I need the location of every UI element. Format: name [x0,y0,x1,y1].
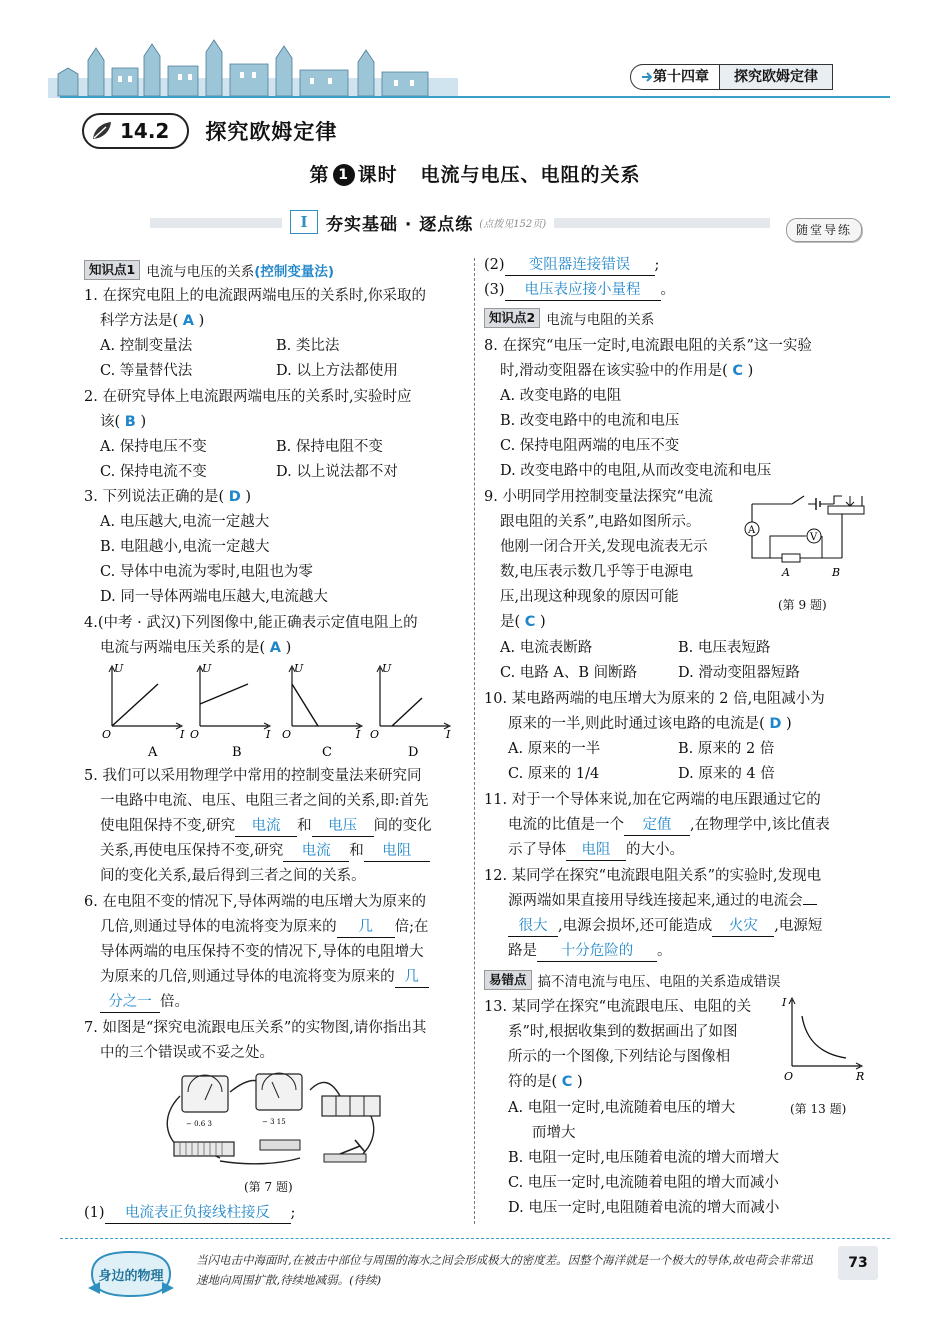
q8-answer: C [732,363,744,379]
q12-stem-1: 12. 某同学在探究“电流跟电阻关系”的实验时,发现电 [484,868,822,884]
q7-blank-3: 电压表应接小量程 [505,280,661,301]
q6-blank-1: 几 [337,917,395,938]
q13-option-b: B. 电阻一定时,电压随着电流的增大而增大 [508,1150,779,1166]
q5-stem-2: 一电路中电流、电压、电阻三者之间的关系,即:首先 [100,793,429,809]
q13-stem-3: 所示的一个图像,下列结论与图像相 [508,1049,731,1065]
q4-graph-c [282,662,362,760]
q4-a-o: O [102,728,112,741]
q4-a-u: U [114,662,124,675]
kp1-note: (控制变量法) [254,264,335,280]
q3-stem: 3. 下列说法正确的是( D ) [84,489,252,505]
lesson-topic: 电流与电压、电阻的关系 [420,164,641,186]
q6-stem-3: 导体两端的电压保持不变的情况下,导体的电阻增大 [100,944,424,960]
q2-option-d: D. 以上说法都不对 [276,464,398,480]
q4-label-d: D [408,745,419,760]
q4-label-b: B [232,745,242,760]
q3-answer: D [228,489,241,505]
q6-stem-2: 几倍,则通过导体的电流将变为原来的 几 倍;在 [100,917,429,938]
q10-stem-2: 原来的一半,则此时通过该电路的电流是( D ) [508,716,792,732]
q5-blank-2: 电压 [312,816,374,837]
header-rule [60,96,890,98]
q13-stem-2: 系”时,根据收集到的数据画出了如图 [508,1024,738,1040]
q4-stem: 4.(中考 · 武汉)下列图像中,能正确表示定值电阻上的 [84,615,418,631]
q13-origin: O [784,1070,794,1083]
q8-option-c: C. 保持电阻两端的电压不变 [500,438,680,454]
lesson-title [0,160,950,187]
q5-blank-4: 电阻 [364,841,430,862]
lesson-number: 1 [333,164,355,186]
q1-stem-2: 科学方法是( A ) [100,313,205,329]
q10-option-b: B. 原来的 2 倍 [678,741,775,757]
q4-b-i: I [266,728,271,741]
q12-stem-3: 很大 ,电源会损坏,还可能造成 火灾 ,电源短 [508,916,822,937]
q12-blank-1: 很大 [508,916,558,937]
q7-voltmeter-terminals: − 3 15 [262,1118,286,1126]
q9-circuit-figure [742,486,870,582]
q1-stem: 1. 在探究电阻上的电流跟两端电压的关系时,你采取的 [84,288,427,304]
q9-option-b: B. 电压表短路 [678,640,771,656]
q9-caption: (第 9 题) [778,598,827,612]
q7-answer-2: (2) 变阻器连接错误 ; [484,255,659,276]
q11-blank-2: 电阻 [566,840,626,861]
band-title: 夯实基础 · 逐点练 [326,214,474,235]
q4-b-u: U [202,662,212,675]
q4-graph-b [190,662,271,760]
q7-ammeter-terminals: − 0.6 3 [186,1120,212,1128]
q7-blank-2: 变阻器连接错误 [505,255,655,276]
q9-option-c: C. 电路 A、B 间断路 [500,665,638,681]
q12-blank-2: 火灾 [712,916,774,937]
q11-blank-1: 定值 [624,815,690,836]
q11-stem-2: 电流的比值是一个 定值 ,在物理学中,该比值表 [508,815,830,836]
q2-stem: 2. 在研究导体上电流跟两端电压的关系时,实验时应 [84,389,412,405]
q9-stem-2: 跟电阻的关系”,电路如图所示。 [500,514,701,530]
q4-graph-d [370,662,451,760]
section-number: 14.2 [120,119,170,143]
q13-graph [780,992,870,1086]
q13-option-a: A. 电阻一定时,电流随着电压的增大 [508,1100,736,1116]
q4-a-i: I [180,728,185,741]
kp3-text: 搞不清电流与电压、电阻的关系造成错误 [537,974,781,990]
q5-stem-3: 使电阻保持不变,研究 电流 和 电压 间的变化 [100,816,432,837]
q13-axis-r: R [856,1070,865,1083]
q3-option-b: B. 电阻越小,电流一定越大 [100,539,270,555]
q1-option-d: D. 以上方法都使用 [276,363,398,379]
q5-stem-4: 关系,再使电压保持不变,研究 电流 和 电阻 [100,841,430,862]
q10-option-d: D. 原来的 4 倍 [678,766,775,782]
q9-point-b: B [832,566,841,579]
q9-stem-3: 他刚一闭合开关,发现电流表无示 [500,539,708,555]
q9-option-a: A. 电流表断路 [500,640,593,656]
q2-stem-2: 该( B ) [100,414,147,430]
q9-answer: C [524,614,536,630]
q4-b-o: O [190,728,200,741]
q4-label-a: A [148,745,158,760]
section-title: 探究欧姆定律 [205,120,338,144]
q5-blank-1: 电流 [235,816,297,837]
q6-stem-4: 为原来的几倍,则通过导体的电流将变为原来的 几 [100,967,429,988]
chapter-badge [630,64,833,90]
q13-stem-4: 符的是( C ) [508,1074,583,1090]
chapter-title: 探究欧姆定律 [720,64,833,90]
practice-band [282,208,554,236]
q6-stem-5: 分之一 倍。 [100,992,189,1013]
q7-caption: (第 7 题) [244,1180,293,1194]
q4-stem-2: 电流与两端电压关系的是( A ) [100,640,292,656]
q9-point-a: A [782,566,790,579]
q4-answer: A [269,640,281,656]
q10-stem: 10. 某电路两端的电压增大为原来的 2 倍,电阻减小为 [484,691,825,707]
q9-ammeter-label: A [748,525,756,536]
q12-blank-3: 十分危险的 [537,941,657,962]
knowledge-point-1 [84,260,334,280]
q9-stem-6: 是( C ) [500,614,546,630]
kp3-tag: 易错点 [484,970,532,990]
q4-d-i: I [446,728,451,741]
q12-stem-4: 路是 十分危险的 。 [508,941,672,962]
guide-tag: 随堂导练 [786,218,862,242]
q13-stem-1: 13. 某同学在探究“电流跟电压、电阻的关 [484,999,752,1015]
q11-stem-1: 11. 对于一个导体来说,加在它两端的电压跟通过它的 [484,792,821,808]
q7-circuit-figure [160,1066,390,1172]
q9-voltmeter-label: V [810,532,818,543]
q6-blank-2b: 分之一 [100,992,160,1013]
kp1-text: 电流与电压的关系 [146,264,255,280]
q7-stem-2: 中的三个错误或不妥之处。 [100,1045,274,1061]
footer-rule [60,1238,890,1241]
band-roman: I [290,210,318,234]
q7-blank-1: 电流表正负接线柱接反 [105,1203,291,1224]
q4-d-u: U [382,662,392,675]
q7-stem-1: 7. 如图是“探究电流跟电压关系”的实物图,请你指出其 [84,1020,427,1036]
q3-option-c: C. 导体中电流为零时,电阻也为零 [100,564,313,580]
column-divider [474,258,475,1224]
kp1-tag: 知识点1 [84,260,140,280]
q4-graphs [100,660,470,760]
lesson-prefix: 第 [309,164,330,186]
q2-option-a: A. 保持电压不变 [100,439,207,455]
q7-answer-1: (1) 电流表正负接线柱接反 ; [84,1203,295,1224]
q13-answer: C [561,1074,573,1090]
q10-option-c: C. 原来的 1/4 [508,766,600,782]
q8-option-a: A. 改变电路的电阻 [500,388,622,404]
q11-stem-3: 示了导体 电阻 的大小。 [508,840,684,861]
q1-option-b: B. 类比法 [276,338,340,354]
q4-d-o: O [370,728,380,741]
chapter-label: 第十四章 [630,64,720,90]
lesson-suffix: 课时 [357,164,398,186]
q13-axis-i: I [782,996,787,1009]
q5-stem-5: 间的变化关系,最后得到三者之间的关系。 [100,868,366,884]
q4-c-u: U [294,662,304,675]
q9-option-d: D. 滑动变阻器短路 [678,665,800,681]
q9-stem-1: 9. 小明同学用控制变量法探究“电流 [484,489,713,505]
q9-stem-5: 压,出现这种现象的原因可能 [500,589,679,605]
q2-option-b: B. 保持电阻不变 [276,439,383,455]
q5-blank-3: 电流 [283,841,349,862]
q10-answer: D [769,716,782,732]
q13-caption: (第 13 题) [790,1102,847,1116]
physics-around-badge [86,1248,176,1300]
q8-stem: 8. 在探究“电压一定时,电流跟电阻的关系”这一实验 [484,338,812,354]
q8-option-d: D. 改变电路中的电阻,从而改变电流和电压 [500,463,772,479]
q7-answer-3: (3) 电压表应接小量程 。 [484,280,675,301]
footer-badge-text: 身边的物理 [98,1269,164,1284]
q4-label-c: C [322,745,332,760]
q4-graph-a [102,662,185,760]
kp2-text: 电流与电阻的关系 [546,312,655,328]
q4-c-o: O [282,728,292,741]
q12-stem-2: 源两端如果直接用导线连接起来,通过的电流会 [508,891,817,911]
knowledge-point-2 [484,308,654,328]
arrow-icon [640,70,654,84]
common-mistake-point [484,970,781,990]
castle-skyline-illustration [48,38,458,98]
kp2-tag: 知识点2 [484,308,540,328]
q9-stem-4: 数,电压表示数几乎等于电源电 [500,564,694,580]
q6-stem-1: 6. 在电阻不变的情况下,导体两端的电压增大为原来的 [84,894,427,910]
q1-option-a: A. 控制变量法 [100,338,193,354]
q8-stem-2: 时,滑动变阻器在该实验中的作用是( C ) [500,363,754,379]
q1-answer: A [182,313,195,329]
q3-option-a: A. 电压越大,电流一定越大 [100,514,270,530]
q4-c-i: I [356,728,361,741]
q2-option-c: C. 保持电流不变 [100,464,207,480]
band-ref: (点拨见152页) [479,218,547,230]
q1-option-c: C. 等量替代法 [100,363,193,379]
q13-option-c: C. 电压一定时,电流随着电阻的增大而减小 [508,1175,779,1191]
q3-option-d: D. 同一导体两端电压越大,电流越大 [100,589,328,605]
q6-blank-2a: 几 [395,967,429,988]
footer-note: 当闪电击中海面时,在被击中部位与周围的海水之间会形成极大的密度差。因整个海洋就是一个极大的导体,故电荷会非常迅速地向周围扩散,待续地减弱。(待续) [196,1253,813,1287]
page-number: 73 [838,1246,878,1280]
q13-option-d: D. 电压一定时,电阻随着电流的增大而减小 [508,1200,780,1216]
q2-answer: B [124,414,136,430]
q8-option-b: B. 改变电路中的电流和电压 [500,413,680,429]
q13-option-a-cont: 而增大 [532,1125,576,1141]
section-heading [82,112,337,150]
q5-stem-1: 5. 我们可以采用物理学中常用的控制变量法来研究同 [84,768,422,784]
q10-option-a: A. 原来的一半 [508,741,601,757]
leaf-icon [90,119,114,143]
